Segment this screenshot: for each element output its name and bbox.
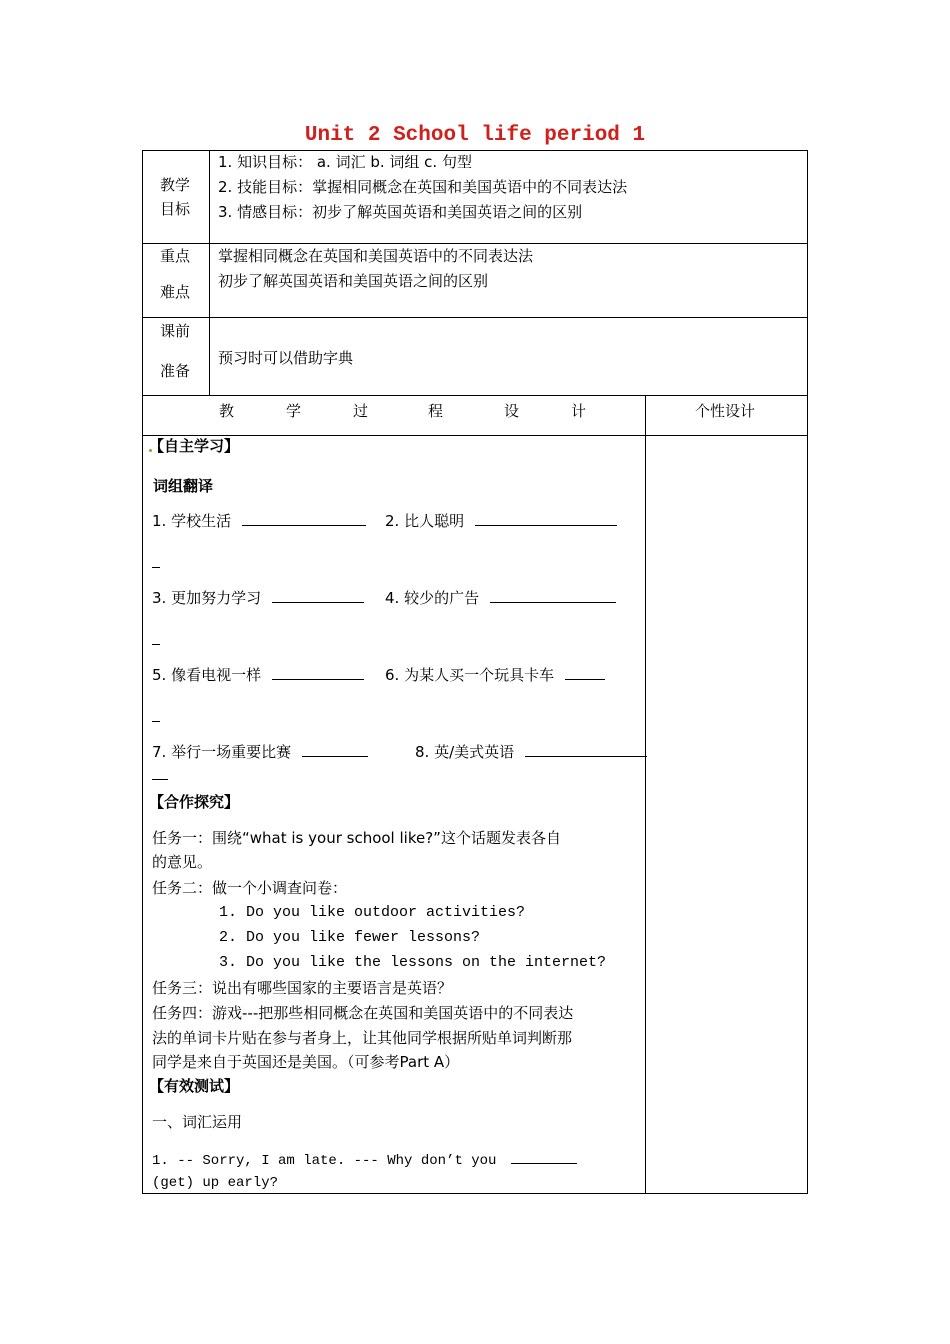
- prep-text: 预习时可以借助字典: [218, 349, 354, 367]
- phrase-translation-heading: 词组翻译: [153, 477, 214, 495]
- phrase-item: 5. 像看电视一样: [152, 665, 364, 685]
- key-label-2: 难点: [160, 283, 191, 301]
- phrase-blank-continuation: [152, 553, 160, 573]
- process-char: 程: [428, 402, 444, 420]
- task-4: 任务四：游戏---把那些相同概念在英国和美国英语中的不同表达: [152, 1004, 574, 1022]
- phrase-blank-continuation: [152, 630, 160, 650]
- row-divider: [143, 435, 807, 436]
- test-question-1: 1. -- Sorry, I am late. --- Why don’t you: [152, 1149, 577, 1171]
- phrase-blank-continuation: [152, 707, 160, 727]
- task-4-continued: 法的单词卡片贴在参与者身上，让其他同学根据所贴单词判断那: [152, 1029, 573, 1047]
- self-study-heading: 【自主学习】: [149, 437, 240, 455]
- phrase-item: 6. 为某人买一个玩具卡车: [385, 665, 605, 685]
- task-2: 任务二：做一个小调查问卷：: [152, 879, 348, 897]
- survey-question: 1. Do you like outdoor activities?: [219, 904, 526, 921]
- phrase-item: 7. 举行一场重要比赛: [152, 742, 368, 762]
- goals-label-2: 目标: [160, 200, 191, 218]
- process-design-header: [143, 401, 643, 421]
- process-char: 教: [219, 402, 235, 420]
- cooperation-heading: 【合作探究】: [149, 793, 240, 811]
- task-1: 任务一：围绕“what is your school like?”这个话题发表各自: [152, 829, 561, 847]
- process-char: 计: [571, 402, 587, 420]
- key-label-1: 重点: [160, 247, 191, 265]
- phrase-item: 4. 较少的广告: [385, 588, 616, 608]
- goal-skill: 2. 技能目标：掌握相同概念在英国和美国英语中的不同表达法: [218, 178, 628, 196]
- key-point: 掌握相同概念在英国和美国英语中的不同表达法: [218, 247, 534, 265]
- row-divider: [143, 243, 807, 244]
- phrase-item: 1. 学校生活: [152, 511, 366, 531]
- row-divider: [143, 395, 807, 396]
- survey-question: 2. Do you like fewer lessons?: [219, 929, 481, 946]
- personal-design-header: 个性设计: [695, 402, 756, 420]
- goal-knowledge: 1. 知识目标： a. 词汇 b. 词组 c. 句型: [218, 153, 472, 171]
- page-title: Unit 2 School life period 1: [304, 124, 646, 147]
- survey-question: 3. Do you like the lessons on the internet?: [219, 954, 607, 971]
- task-3: 任务三：说出有哪些国家的主要语言是英语？: [152, 979, 453, 997]
- process-char: 学: [286, 402, 302, 420]
- personal-column-divider: [645, 395, 646, 1193]
- process-char: 设: [504, 402, 520, 420]
- phrase-item: 8. 英/美式英语: [415, 742, 647, 762]
- test-heading: 【有效测试】: [149, 1077, 240, 1095]
- process-char: 过: [353, 402, 369, 420]
- difficult-point: 初步了解英国英语和美国英语之间的区别: [218, 272, 489, 290]
- phrase-item: 2. 比人聪明: [385, 511, 617, 531]
- task-4-continued: 同学是来自于英国还是美国。（可参考Part A）: [152, 1053, 460, 1071]
- lesson-plan-table: [142, 150, 808, 1194]
- prep-label-1: 课前: [160, 322, 191, 340]
- row-divider: [143, 317, 807, 318]
- test-question-1-continued: (get) up early?: [152, 1175, 279, 1191]
- goals-label-1: 教学: [160, 176, 191, 194]
- label-column-divider: [209, 151, 210, 395]
- phrase-blank-continuation: [152, 765, 168, 785]
- phrase-item: 3. 更加努力学习: [152, 588, 364, 608]
- goal-emotion: 3. 情感目标：初步了解英国英语和美国英语之间的区别: [218, 203, 583, 221]
- vocabulary-section: 一、词汇运用: [152, 1113, 243, 1131]
- task-1-continued: 的意见。: [152, 853, 213, 871]
- prep-label-2: 准备: [160, 362, 191, 380]
